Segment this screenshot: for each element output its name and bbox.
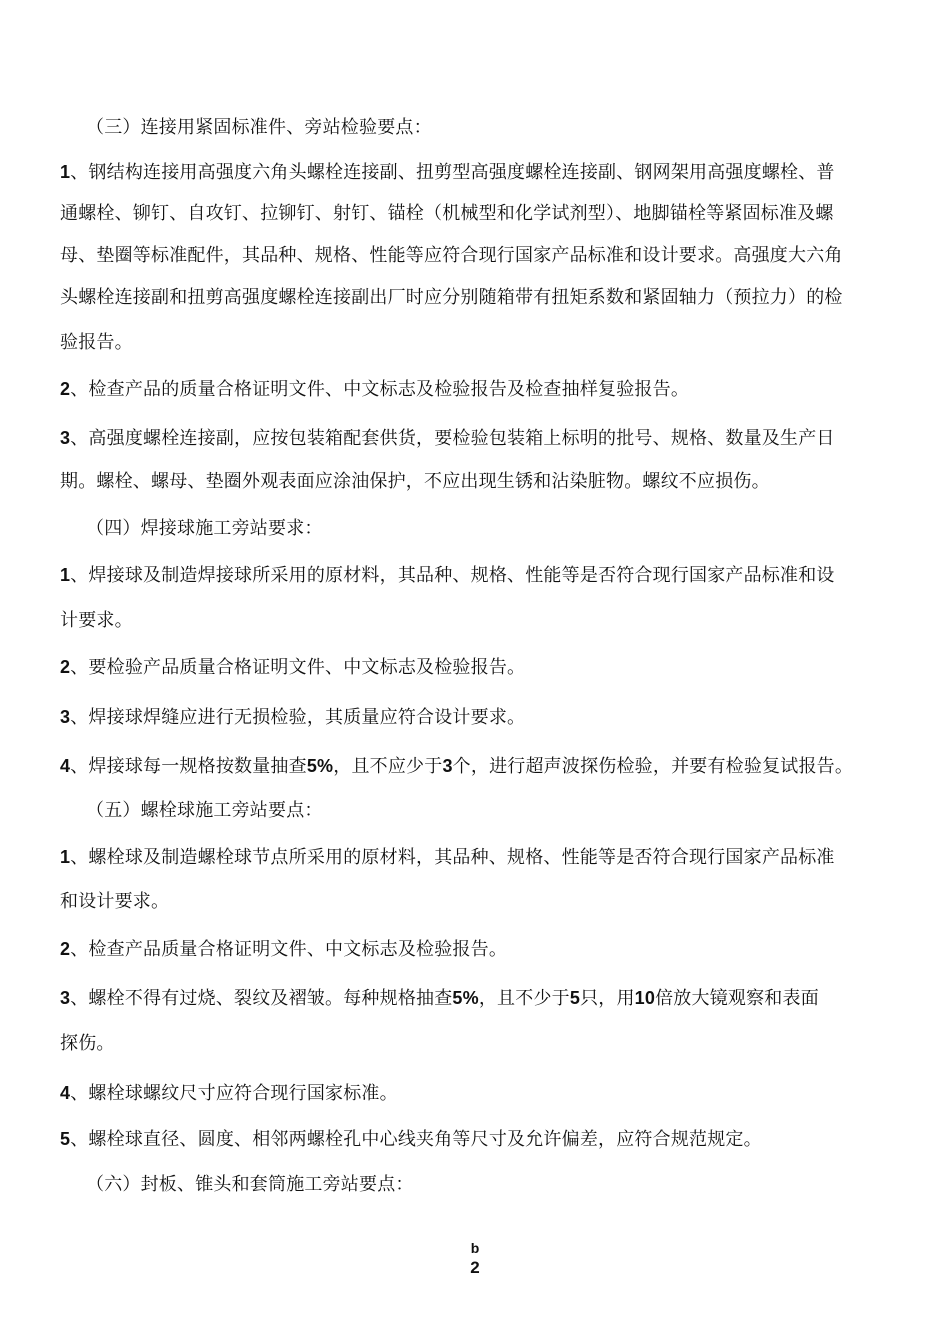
item-number: 5 (60, 1129, 71, 1149)
item-number: 2 (60, 657, 71, 677)
section-heading-5: （五）螺栓球施工旁站要点： (86, 800, 323, 821)
text: 、焊接球及制造焊接球所采用的原材料，其品种、规格、性能等是否符合现行国家产品标准和设 (70, 565, 835, 586)
text: ，且不应少于 (333, 756, 443, 777)
paragraph-5-1-line-1 (60, 845, 835, 870)
text: 只，用 (580, 988, 635, 1009)
item-number: 1 (60, 847, 71, 867)
paragraph-3-1-line-1 (60, 160, 835, 185)
paragraph-5-1-line-2: 和设计要求。 (60, 891, 170, 912)
page-number: 2 (470, 1258, 480, 1277)
text: 倍放大镜观察和表面 (655, 988, 819, 1009)
text: 、钢结构连接用高强度六角头螺栓连接副、扭剪型高强度螺栓连接副、钢网架用高强度螺栓、普 (70, 162, 835, 183)
item-number: 4 (60, 756, 71, 776)
paragraph-3-2 (60, 377, 689, 402)
paragraph-5-3-line-1 (60, 986, 819, 1011)
paragraph-3-3-line-1 (60, 426, 835, 451)
section-heading-4: （四）焊接球施工旁站要求： (86, 518, 323, 539)
item-number: 3 (60, 428, 71, 448)
item-number: 3 (60, 707, 71, 727)
text: 、螺栓球及制造螺栓球节点所采用的原材料，其品种、规格、性能等是否符合现行国家产品标准 (70, 847, 835, 868)
paragraph-3-3-line-2: 期。螺栓、螺母、垫圈外观表面应涂油保护，不应出现生锈和沾染脏物。螺纹不应损伤。 (60, 471, 770, 492)
text: 、螺栓球螺纹尺寸应符合现行国家标准。 (70, 1083, 398, 1104)
text: 、螺栓不得有过烧、裂纹及褶皱。每种规格抽查 (70, 988, 453, 1009)
text: 、焊接球焊缝应进行无损检验，其质量应符合设计要求。 (70, 707, 526, 728)
text: ，且不少于 (478, 988, 570, 1009)
percentage: 5% (452, 988, 479, 1008)
text: 、高强度螺栓连接副，应按包装箱配套供货，要检验包装箱上标明的批号、规格、数量及生产日 (70, 428, 835, 449)
paragraph-5-4 (60, 1081, 398, 1106)
paragraph-3-1-line-2: 通螺栓、铆钉、自攻钉、拉铆钉、射钉、锚栓（机械型和化学试剂型）、地脚锚栓等紧固标准及螺 (60, 203, 834, 224)
text: 个，进行超声波探伤检验，并要有检验复试报告。 (452, 756, 854, 777)
section-heading-3: （三）连接用紧固标准件、旁站检验要点： (86, 117, 432, 138)
paragraph-3-1-line-5: 验报告。 (60, 332, 133, 353)
text: 、螺栓球直径、圆度、相邻两螺栓孔中心线夹角等尺寸及允许偏差，应符合规范规定。 (70, 1129, 762, 1150)
paragraph-3-1-line-3: 母、垫圈等标准配件，其品种、规格、性能等应符合现行国家产品标准和设计要求。高强度大六角 (60, 245, 843, 266)
text: 、检查产品的质量合格证明文件、中文标志及检验报告及检查抽样复验报告。 (70, 379, 690, 400)
item-number: 2 (60, 379, 71, 399)
paragraph-4-4 (60, 754, 853, 779)
text: 、检查产品质量合格证明文件、中文标志及检验报告。 (70, 939, 508, 960)
paragraph-4-3 (60, 705, 525, 730)
paragraph-5-5 (60, 1127, 762, 1152)
count: 5 (569, 988, 581, 1008)
magnification: 10 (634, 988, 656, 1008)
paragraph-4-2 (60, 655, 525, 680)
percentage: 5% (306, 756, 334, 776)
count: 3 (442, 756, 453, 776)
paragraph-5-3-line-2: 探伤。 (60, 1033, 115, 1054)
item-number: 3 (60, 988, 71, 1008)
text: 、焊接球每一规格按数量抽查 (70, 756, 307, 777)
section-heading-6: （六）封板、锥头和套筒施工旁站要点： (86, 1174, 414, 1195)
paragraph-4-1-line-1 (60, 563, 835, 588)
item-number: 2 (60, 939, 71, 959)
footer-mark: b (470, 1240, 480, 1256)
item-number: 1 (60, 565, 71, 585)
paragraph-4-1-line-2: 计要求。 (60, 610, 133, 631)
paragraph-3-1-line-4: 头螺栓连接副和扭剪高强度螺栓连接副出厂时应分别随箱带有扭矩系数和紧固轴力（预拉力）的检 (60, 287, 843, 308)
item-number: 4 (60, 1083, 71, 1103)
item-number: 1 (60, 162, 71, 182)
paragraph-5-2 (60, 937, 507, 962)
text: 、要检验产品质量合格证明文件、中文标志及检验报告。 (70, 657, 526, 678)
